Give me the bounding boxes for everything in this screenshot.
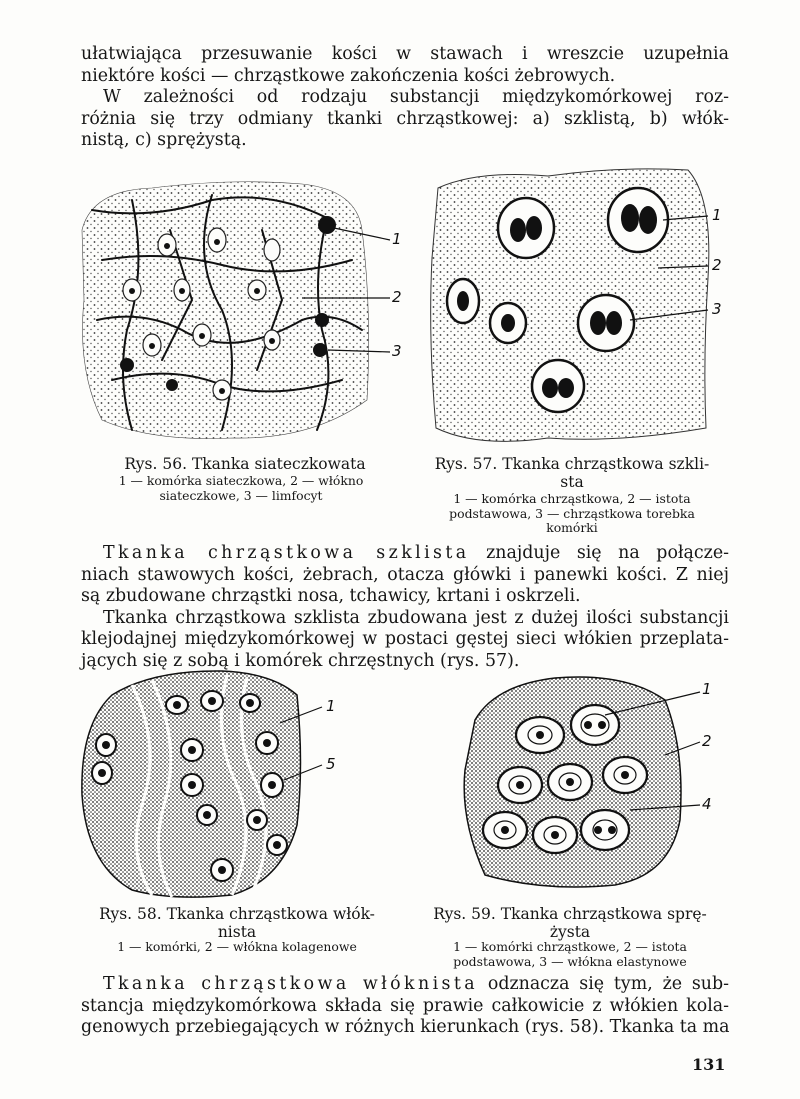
legend-line: 1 — komórka chrząstkowa, 2 — istota <box>453 491 691 506</box>
fig57-caption <box>412 455 732 491</box>
caption-line: sta <box>560 473 584 491</box>
caption-line: Rys. 59. Tkanka chrząstkowa sprę- <box>433 905 707 923</box>
caption-line: Rys. 58. Tkanka chrząstkowa włók- <box>99 905 375 923</box>
text-line: niach stawowych kości, żebrach, otacza główki i panewki kości. Z niej <box>81 564 729 585</box>
fig56-caption: Rys. 56. Tkanka siateczkowata <box>124 455 366 473</box>
fig58-legend <box>72 940 402 955</box>
caption-line: Rys. 57. Tkanka chrząstkowa szkli- <box>434 455 710 473</box>
term-hyaline: Tkanka chrząstkowa szklista <box>103 543 470 563</box>
page-number: 131 <box>692 1055 726 1074</box>
hyaline-paragraph <box>81 543 729 673</box>
figure-59-elastic-cartilage <box>455 670 745 900</box>
legend-line: siateczkowe, 3 — limfocyt <box>159 487 323 503</box>
legend-line: komórki <box>546 520 598 535</box>
fig57-label-1: 1 <box>712 206 722 224</box>
text-line-rest: odznacza się tym, że sub- <box>478 974 729 994</box>
fig58-label-1: 1 <box>326 697 336 715</box>
fig59-label-2: 2 <box>702 732 712 750</box>
fig56-label-3: 3 <box>392 342 402 360</box>
fig58-label-5: 5 <box>326 755 336 773</box>
term-fibrous: Tkanka chrząstkowa włóknista <box>103 974 479 994</box>
figure-58-fibrous-cartilage <box>72 665 372 903</box>
text-line: ułatwiająca przesuwanie kości w stawach i wreszcie uzupełnia <box>81 44 729 64</box>
figure-57-hyaline-cartilage <box>418 158 738 453</box>
fibrous-paragraph <box>81 974 729 1039</box>
fig56-legend <box>76 474 406 503</box>
legend-line: 1 — komórki, 2 — włókna kolagenowe <box>117 939 357 954</box>
caption-line: nista <box>217 923 257 941</box>
text-line: są zbudowane chrząstki nosa, tchawicy, krtani i oskrzeli. <box>81 586 581 607</box>
fig59-label-1: 1 <box>702 680 712 698</box>
fig58-caption <box>72 905 402 941</box>
text-line: genowych przebiegających w różnych kierunkach (rys. 58). Tkanka ta ma <box>81 1017 730 1038</box>
fig59-legend <box>410 940 730 969</box>
text-line: W zależności od rodzaju substancji międzykomórkowej roz- <box>103 87 729 108</box>
legend-line: 1 — komórki chrząstkowe, 2 — istota <box>453 939 687 954</box>
text-line: nistą, c) sprężystą. <box>81 130 247 151</box>
fig57-label-2: 2 <box>712 256 722 274</box>
figure-56-reticular-tissue <box>72 170 412 455</box>
caption-line: żysta <box>549 923 591 941</box>
legend-line: podstawowa, 3 — chrząstkowa torebka <box>449 505 695 521</box>
text-line: stancja międzykomórkowa składa się prawie całkowicie z włókien kola- <box>81 995 729 1016</box>
fig59-label-4: 4 <box>702 795 712 813</box>
text-line: klejodajnej międzykomórkowej w postaci gęstej sieci włókien przeplata- <box>81 629 729 650</box>
text-line: Tkanka chrząstkowa szklista zbudowana jest z dużej ilości substancji <box>103 607 729 628</box>
text-line: niektóre kości — chrząstkowe zakończenia kości żebrowych. <box>81 65 616 86</box>
text-line: jących się z sobą i komórek chrzęstnych (rys. 57). <box>81 650 520 671</box>
fig59-caption <box>410 905 730 941</box>
legend-line: 1 — komórka siateczkowa, 2 — włókno <box>118 473 364 488</box>
fig57-label-3: 3 <box>712 300 722 318</box>
fig56-label-1: 1 <box>392 230 402 248</box>
legend-line: podstawowa, 3 — włókna elastynowe <box>453 953 687 969</box>
text-line-rest: znajduje się na połącze- <box>469 543 729 563</box>
fig56-label-2: 2 <box>392 288 402 306</box>
text-line <box>81 543 729 565</box>
intro-paragraph <box>81 44 729 152</box>
fig57-legend <box>412 492 732 536</box>
text-line: różnia się trzy odmiany tkanki chrząstkowej: a) szklistą, b) włók- <box>81 108 729 129</box>
text-line <box>81 974 729 996</box>
